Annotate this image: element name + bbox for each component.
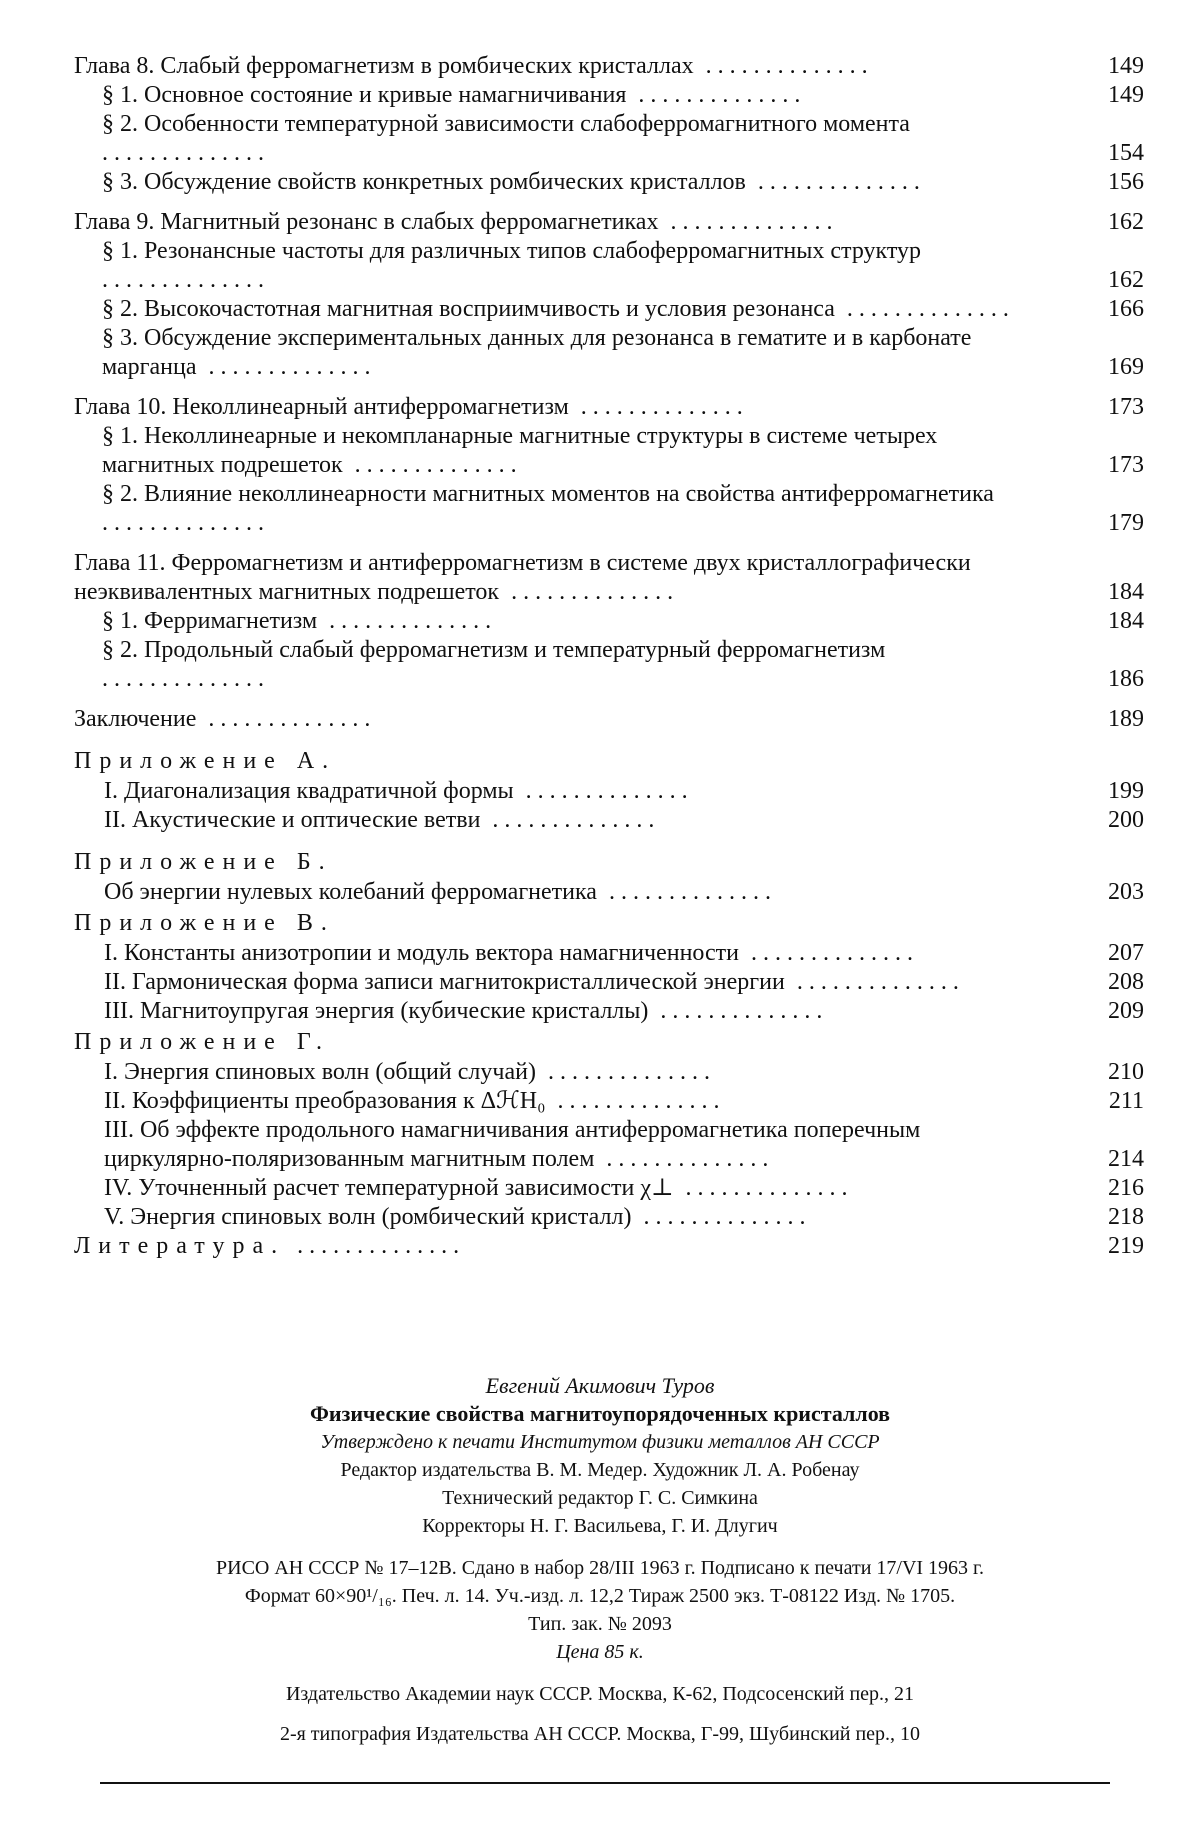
toc-page-number: 179	[1108, 510, 1144, 536]
toc-page-number: 173	[1108, 394, 1144, 420]
toc-page-number: 184	[1108, 579, 1144, 605]
toc-entry-text: Заключение ..............	[74, 706, 377, 732]
toc-page-number: 200	[1108, 807, 1144, 833]
price-line: Цена 85 к.	[556, 1641, 644, 1663]
toc-page-number: 189	[1108, 706, 1144, 732]
section-entry	[74, 878, 1144, 907]
section-entry	[74, 1116, 1144, 1174]
section-entry	[74, 295, 1144, 324]
toc-page-number: 211	[1108, 1088, 1144, 1114]
chapter-entry	[74, 52, 1144, 81]
dot-leader: ..............	[631, 1204, 812, 1230]
dot-leader: ..............	[499, 579, 680, 605]
toc-page-number: 209	[1108, 998, 1144, 1024]
section-entry	[74, 1203, 1144, 1232]
toc-entry-text: § 2. Продольный слабый ферромагнетизм и температурный ферромагнетизм ..............	[102, 637, 886, 692]
toc-entry-text: III. Магнитоупругая энергия (кубические кристаллы) ..............	[104, 998, 829, 1024]
toc-page-number: 203	[1108, 879, 1144, 905]
toc-entry-text: § 1. Основное состояние и кривые намагничивания ..............	[102, 82, 807, 108]
toc-entry-text: § 1. Резонансные частоты для различных типов слабоферромагнитных структур ..............	[102, 238, 922, 293]
appendix-heading	[74, 907, 1144, 939]
section-entry	[74, 110, 1144, 168]
section-entry	[74, 1174, 1144, 1203]
toc-entry-text: § 1. Неколлинеарные и некомпланарные магнитные структуры в системе четырех магнитных подрешеток ..............	[102, 423, 938, 478]
toc-entry-text: II. Гармоническая форма записи магнитокристаллической энергии ..............	[104, 969, 965, 995]
riso-line: РИСО АН СССР № 17–12В. Сдано в набор 28/III 1963 г. Подписано к печати 17/VI 1963 г.	[216, 1557, 984, 1579]
toc-entry-text: I. Энергия спиновых волн (общий случай) ..............	[104, 1059, 716, 1085]
toc-entry-text: § 3. Обсуждение свойств конкретных ромбических кристаллов ..............	[102, 169, 926, 195]
dot-leader: ..............	[317, 608, 498, 634]
dot-leader: ..............	[568, 394, 749, 420]
dot-leader: ..............	[102, 510, 270, 536]
toc-entry-text: Приложение Б.	[74, 849, 333, 875]
dot-leader: ..............	[594, 1146, 775, 1172]
chapter-entry	[74, 393, 1144, 422]
toc-page-number: 149	[1108, 82, 1144, 108]
toc-page-number: 186	[1108, 666, 1144, 692]
toc-entry-text: I. Диагонализация квадратичной формы ..............	[104, 778, 694, 804]
toc-entry-text: II. Акустические и оптические ветви ..............	[104, 807, 661, 833]
order-line: Тип. зак. № 2093	[528, 1613, 672, 1635]
toc-entry-text: Глава 10. Неколлинеарный антиферромагнетизм ..............	[74, 394, 749, 420]
author-name: Евгений Акимович Туров	[485, 1373, 715, 1398]
toc-entry-text: V. Энергия спиновых волн (ромбический кристалл) ..............	[104, 1204, 812, 1230]
chapter-entry	[74, 208, 1144, 237]
dot-leader: ..............	[285, 1233, 466, 1259]
dot-leader: ..............	[658, 209, 839, 235]
toc-page-number: 149	[1108, 53, 1144, 79]
toc-page-number: 216	[1108, 1175, 1144, 1201]
dot-leader: ..............	[596, 879, 777, 905]
dot-leader: ..............	[693, 53, 874, 79]
section-entry	[74, 422, 1144, 480]
dot-leader: ..............	[513, 778, 694, 804]
section-entry	[74, 1058, 1144, 1087]
dot-leader: ..............	[196, 354, 377, 380]
toc-entry-text: III. Об эффекте продольного намагничивания антиферромагнетика поперечным циркулярно-поляризованным магнитным полем ..............	[104, 1117, 921, 1172]
table-of-contents	[74, 52, 1144, 1261]
editors-line: Редактор издательства В. М. Медер. Художник Л. А. Робенау	[340, 1459, 860, 1481]
toc-entry-text: § 1. Ферримагнетизм ..............	[102, 608, 498, 634]
tech-editor-line: Технический редактор Г. С. Симкина	[442, 1487, 758, 1509]
appendix-heading	[74, 745, 1144, 777]
toc-entry-text: § 2. Высокочастотная магнитная восприимчивость и условия резонанса ..............	[102, 296, 1015, 322]
toc-page-number: 173	[1108, 452, 1144, 478]
toc-entry-text: Глава 9. Магнитный резонанс в слабых ферромагнетиках ..............	[74, 209, 839, 235]
correctors-line: Корректоры Н. Г. Васильева, Г. И. Длугич	[422, 1515, 778, 1537]
section-entry	[74, 1087, 1144, 1116]
section-entry	[74, 237, 1144, 295]
toc-page-number: 166	[1108, 296, 1144, 322]
toc-entry-text: II. Коэффициенты преобразования к ΔℋH₀ ..............	[104, 1088, 726, 1114]
toc-page-number: 154	[1108, 140, 1144, 166]
section-entry	[74, 81, 1144, 110]
dot-leader: ..............	[342, 452, 523, 478]
toc-page-number: 219	[1108, 1233, 1144, 1259]
dot-leader: ..............	[480, 807, 661, 833]
appendix-heading	[74, 1026, 1144, 1058]
section-entry	[74, 636, 1144, 694]
toc-entry-text: IV. Уточненный расчет температурной зависимости χ⊥ ..............	[104, 1175, 854, 1201]
toc-entry-text: Приложение А.	[74, 748, 337, 774]
divider-rule	[100, 1782, 1110, 1784]
section-entry	[74, 168, 1144, 197]
toc-page-number: 214	[1108, 1146, 1144, 1172]
toc-page-number: 184	[1108, 608, 1144, 634]
chapter-entry	[74, 705, 1144, 734]
toc-entry-text: Глава 8. Слабый ферромагнетизм в ромбических кристаллах ..............	[74, 53, 874, 79]
toc-entry-text: Глава 11. Ферромагнетизм и антиферромагнетизм в системе двух кристаллографически неэквивалентных магнитных подрешеток ..............	[74, 550, 971, 605]
section-entry	[74, 997, 1144, 1026]
dot-leader: ..............	[102, 267, 270, 293]
printer-line: 2-я типография Издательства АН СССР. Москва, Г-99, Шубинский пер., 10	[279, 1723, 921, 1745]
dot-leader: ..............	[648, 998, 829, 1024]
section-entry	[74, 806, 1144, 835]
toc-page-number: 169	[1108, 354, 1144, 380]
toc-entry-text: Приложение В.	[74, 910, 335, 936]
dot-leader: ..............	[545, 1088, 726, 1114]
section-entry	[74, 968, 1144, 997]
chapter-entry	[74, 1232, 1144, 1261]
dot-leader: ..............	[102, 666, 270, 692]
publisher-line: Издательство Академии наук СССР. Москва, К-62, Подсосенский пер., 21	[285, 1683, 915, 1705]
section-entry	[74, 324, 1144, 382]
section-entry	[74, 607, 1144, 636]
toc-entry-text: Литература. ..............	[74, 1233, 466, 1259]
section-entry	[74, 480, 1144, 538]
toc-entry-text: Об энергии нулевых колебаний ферромагнетика ..............	[104, 879, 777, 905]
toc-page-number: 162	[1108, 267, 1144, 293]
book-title: Физические свойства магнитоупорядоченных кристаллов	[309, 1401, 891, 1426]
dot-leader: ..............	[626, 82, 807, 108]
toc-page-number: 210	[1108, 1059, 1144, 1085]
format-line: Формат 60×90¹/₁₆. Печ. л. 14. Уч.-изд. л. 12,2 Тираж 2500 экз. Т-08122 Изд. № 1705.	[244, 1585, 956, 1607]
dot-leader: ..............	[784, 969, 965, 995]
section-entry	[74, 777, 1144, 806]
toc-entry-text: Приложение Г.	[74, 1029, 330, 1055]
dot-leader: ..............	[739, 940, 919, 966]
imprint	[60, 1372, 1140, 1748]
dot-leader: ..............	[196, 706, 377, 732]
toc-entry-text: I. Константы анизотропии и модуль вектора намагниченности ..............	[104, 940, 919, 966]
dot-leader: ..............	[745, 169, 926, 195]
toc-entry-text: § 2. Влияние неколлинеарности магнитных моментов на свойства антиферромагнетика ..............	[102, 481, 994, 536]
dot-leader: ..............	[673, 1175, 854, 1201]
toc-entry-text: § 2. Особенности температурной зависимости слабоферромагнитного момента ..............	[102, 111, 910, 166]
dot-leader: ..............	[834, 296, 1015, 322]
dot-leader: ..............	[102, 140, 270, 166]
toc-page-number: 199	[1108, 778, 1144, 804]
toc-entry-text: § 3. Обсуждение экспериментальных данных для резонанса в гематите и в карбонате марганца ..............	[102, 325, 972, 380]
dot-leader: ..............	[535, 1059, 716, 1085]
toc-page-number: 162	[1108, 209, 1144, 235]
section-entry	[74, 939, 1144, 968]
toc-page-number: 207	[1108, 940, 1144, 966]
appendix-heading	[74, 846, 1144, 878]
chapter-entry	[74, 549, 1144, 607]
approval-line: Утверждено к печати Институтом физики металлов АН СССР	[320, 1431, 880, 1453]
toc-page-number: 218	[1108, 1204, 1144, 1230]
toc-page-number: 208	[1108, 969, 1144, 995]
toc-page-number: 156	[1108, 169, 1144, 195]
